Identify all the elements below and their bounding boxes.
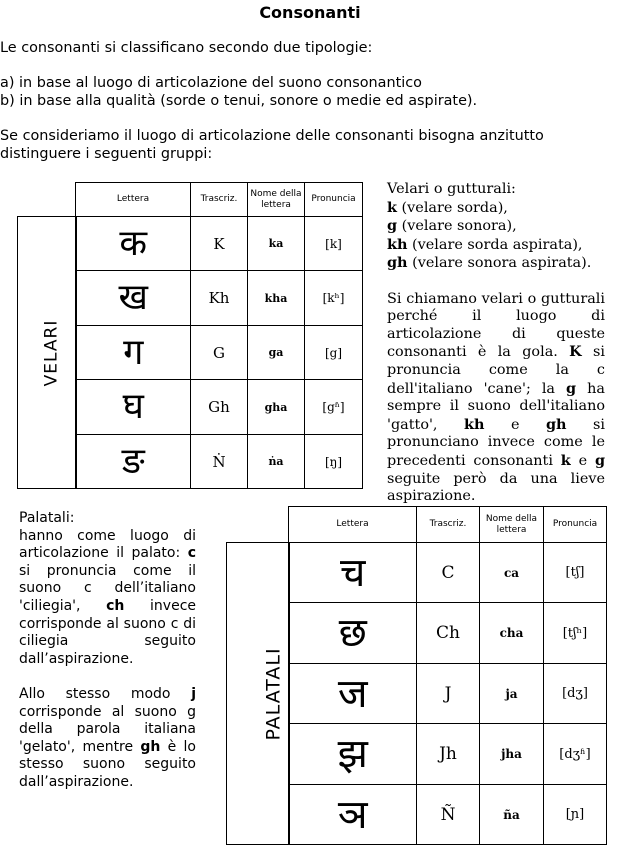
letter-name: ca	[480, 543, 544, 603]
intro-para-line2: distinguere i seguenti gruppi:	[0, 146, 213, 162]
letter-name: ña	[480, 785, 544, 845]
palatali-paragraph: hanno come luogo di articolazione il palato: c si pronuncia come il suono c dell’italiano 'ciliegia', ch invece corrisponde al suono c di ciliegia seguito dall’aspirazione.	[19, 527, 196, 667]
letter-name: kha	[248, 271, 305, 326]
header-trascriz: Trascriz.	[191, 183, 248, 217]
header-pronuncia: Pronuncia	[305, 183, 363, 217]
velari-table	[17, 182, 363, 489]
pronunciation: [g]	[305, 326, 363, 380]
intro-line: Le consonanti si classificano secondo due tipologie:	[0, 40, 373, 56]
letter-name: jha	[480, 724, 544, 785]
letter-glyph: ङ	[76, 435, 191, 489]
transcription: Gh	[191, 380, 248, 435]
letter-name: ka	[248, 217, 305, 271]
letter-glyph: ज	[289, 664, 417, 724]
group-label: VELARI	[41, 319, 62, 386]
header-trascriz: Trascriz.	[417, 507, 480, 543]
transcription: Kh	[191, 271, 248, 326]
palatali-description	[19, 510, 196, 792]
transcription: Ch	[417, 603, 480, 664]
velari-desc-title: Velari o gutturali:	[387, 181, 516, 197]
velari-list-item: g (velare sonora),	[387, 217, 517, 235]
transcription: Ñ	[417, 785, 480, 845]
table-header-row	[18, 183, 363, 217]
pronunciation: [kʰ]	[305, 271, 363, 326]
letter-name: ja	[480, 664, 544, 724]
pronunciation: [tʃʰ]	[544, 603, 607, 664]
transcription: C	[417, 543, 480, 603]
pronunciation: [ɲ]	[544, 785, 607, 845]
velari-list-item: kh (velare sorda aspirata),	[387, 235, 583, 253]
header-lettera: Lettera	[289, 507, 417, 543]
pronunciation: [ŋ]	[305, 435, 363, 489]
page-title: Consonanti	[259, 3, 361, 22]
palatali-desc-title: Palatali:	[19, 510, 75, 526]
letter-glyph: च	[289, 543, 417, 603]
header-nome: Nome della lettera	[480, 507, 544, 543]
velari-list-item: k (velare sorda),	[387, 198, 508, 216]
letter-glyph: ख	[76, 271, 191, 326]
header-nome: Nome della lettera	[248, 183, 305, 217]
pronunciation: [dʒ]	[544, 664, 607, 724]
velari-paragraph: Si chiamano velari o gutturali perché il luogo di articolazione di queste consonanti è la gola. K si pronuncia come la c dell'italiano 'cane'; la g ha sempre il suono dell'italiano 'gatto', kh e gh si pronunciano invece come le precedenti consonanti k e g seguite però da una lieve aspirazione.	[387, 290, 606, 505]
transcription: K	[191, 217, 248, 271]
table-row	[227, 543, 607, 603]
velari-list-item: gh (velare sonora aspirata).	[387, 254, 592, 272]
pronunciation: [k]	[305, 217, 363, 271]
letter-glyph: झ	[289, 724, 417, 785]
letter-glyph: ञ	[289, 785, 417, 845]
letter-name: ga	[248, 326, 305, 380]
letter-name: ṅa	[248, 435, 305, 489]
group-label-cell	[227, 543, 289, 845]
transcription: Ṅ	[191, 435, 248, 489]
intro-item-a: a) in base al luogo di articolazione del suono consonantico	[0, 75, 422, 91]
palatali-table	[226, 506, 607, 845]
letter-name: cha	[480, 603, 544, 664]
transcription: J	[417, 664, 480, 724]
palatali-paragraph: Allo stesso modo j corrisponde al suono g della parola italiana 'gelato', mentre gh è lo stesso suono seguito dall’aspirazione.	[19, 685, 196, 790]
velari-description	[387, 181, 605, 506]
letter-glyph: ग	[76, 326, 191, 380]
transcription: Jh	[417, 724, 480, 785]
intro-para-line1: Se consideriamo il luogo di articolazione delle consonanti bisogna anzitutto	[0, 128, 544, 144]
letter-glyph: घ	[76, 380, 191, 435]
group-label-cell	[18, 217, 76, 489]
table-row	[18, 217, 363, 271]
letter-name: gha	[248, 380, 305, 435]
header-pronuncia: Pronuncia	[544, 507, 607, 543]
pronunciation: [tʃ]	[544, 543, 607, 603]
pronunciation: [gʱ]	[305, 380, 363, 435]
pronunciation: [dʒʱ]	[544, 724, 607, 785]
intro-item-b: b) in base alla qualità (sorde o tenui, sonore o medie ed aspirate).	[0, 93, 478, 109]
group-label: PALATALI	[262, 646, 285, 741]
letter-glyph: क	[76, 217, 191, 271]
transcription: G	[191, 326, 248, 380]
letter-glyph: छ	[289, 603, 417, 664]
table-header-row	[227, 507, 607, 543]
header-lettera: Lettera	[76, 183, 191, 217]
